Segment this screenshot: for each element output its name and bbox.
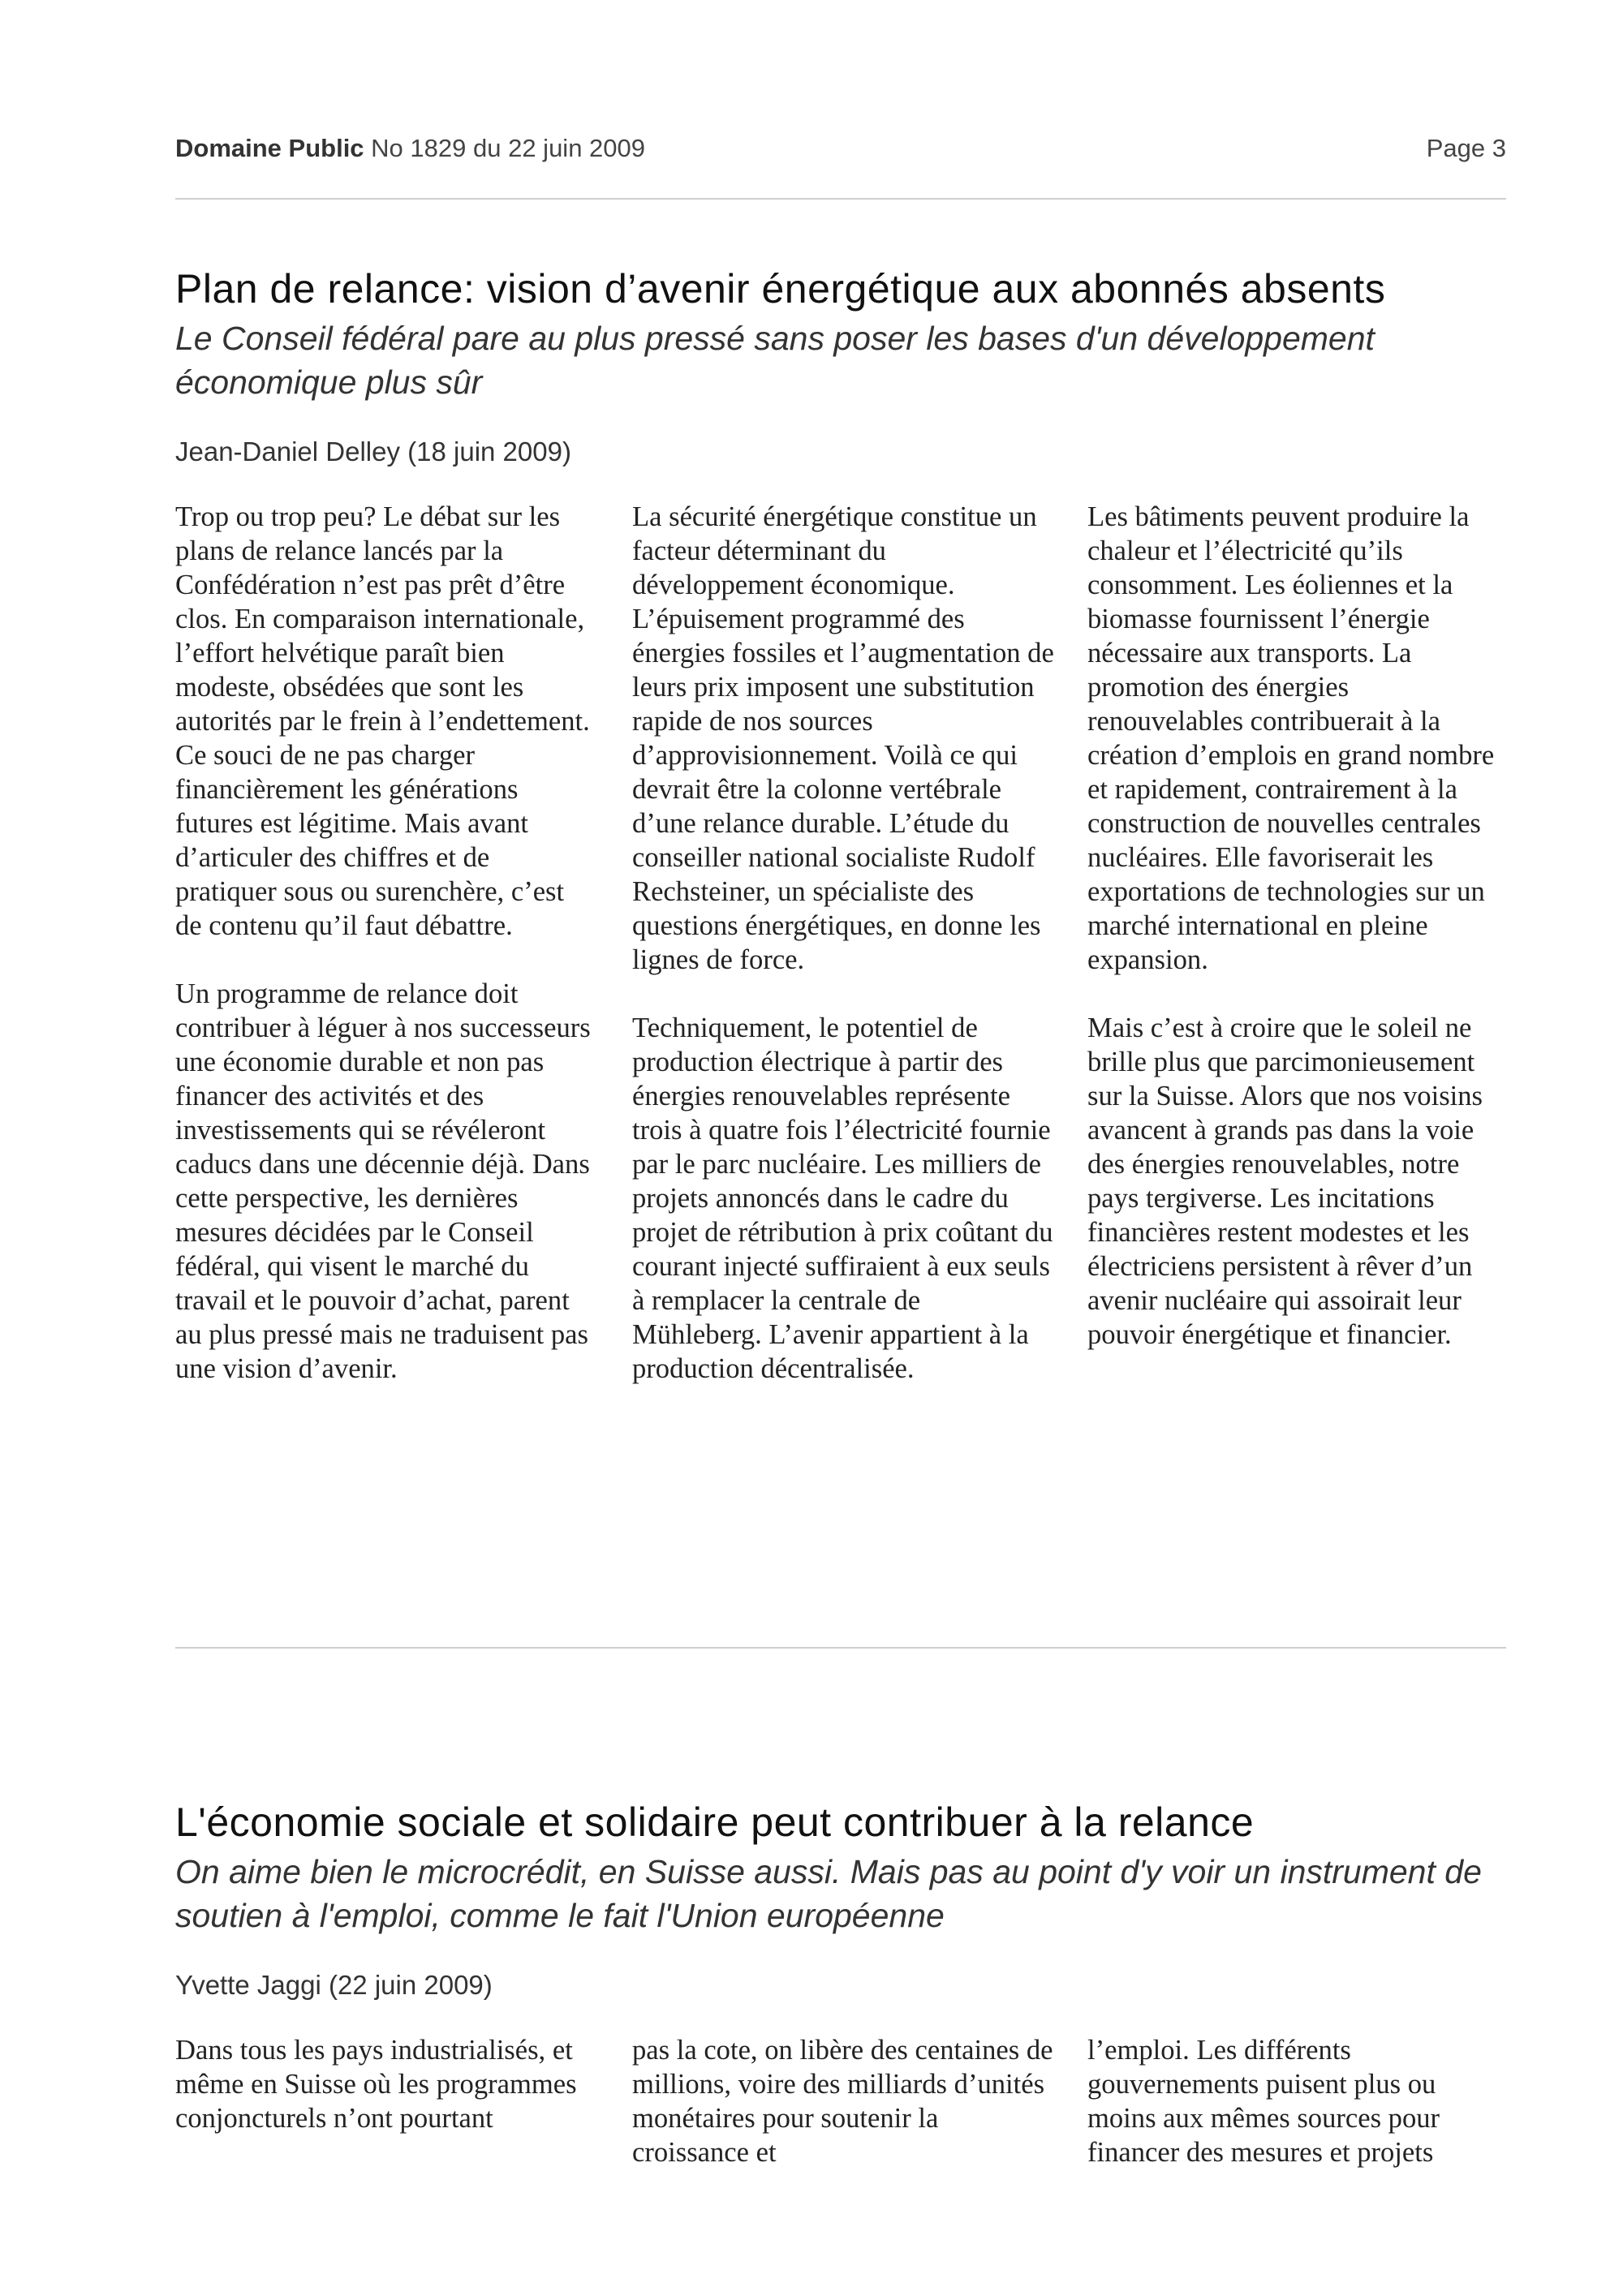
article-1 [175,264,1506,1384]
article-subtitle: On aime bien le microcrédit, en Suisse aussi. Mais pas au point d'y voir un instrument de soutien à l'emploi, comme le fait l'Union européenne [175,1853,1482,1934]
paragraph: l’emploi. Les différents gouvernements puisent plus ou moins aux mêmes sources pour financer des mesures et projets [1087,2035,1440,2168]
publication-name: Domaine Public [175,134,364,162]
page-number: Page 3 [1426,134,1506,162]
article-byline: Jean-Daniel Delley (18 juin 2009) [175,436,571,467]
article-byline: Yvette Jaggi (22 juin 2009) [175,1970,493,2000]
article-subtitle: Le Conseil fédéral pare au plus pressé sans poser les bases d'un développement économique plus sûr [175,320,1375,401]
article-2 [175,1798,1506,2168]
article-title: L'économie sociale et solidaire peut contribuer à la relance [175,1799,1255,1845]
paragraph: La sécurité énergétique constitue un facteur déterminant du développement économique. L’épuisement programmé des énergies fossiles et l’augmentation de leurs prix imposent une substitution rapide de nos sources d’approvisionnement. Voilà ce qui devrait être la colonne vertébrale d’une relance durable. L’étude du conseiller national socialiste Rudolf Rechsteiner, un spécialiste des questions énergétiques, en donne les lignes de force. [632,501,1054,975]
paragraph: Les bâtiments peuvent produire la chaleur et l’électricité qu’ils consomment. Les éoliennes et la biomasse fournissent l’énergie nécessaire aux transports. La promotion des énergies renouvelables contribuerait à la création d’emplois en grand nombre et rapidement, contrairement à la construction de nouvelles centrales nucléaires. Elle favoriserait les exportations de technologies sur un marché international en pleine expansion. [1087,501,1495,975]
running-header [175,134,1506,166]
paragraph: Un programme de relance doit contribuer à léguer à nos successeurs une économie durable et non pas financer des activités et des investissements qui se révéleront caducs dans une décennie déjà. Dans cette perspective, les dernières mesures décidées par le Conseil fédéral, qui visent le marché du travail et le pouvoir d’achat, parent au plus pressé mais ne traduisent pas une vision d’avenir. [175,978,591,1384]
text-column-3 [1087,500,1509,1386]
article-separator-rule [175,1647,1506,1649]
paragraph: Dans tous les pays industrialisés, et même en Suisse où les programmes conjoncturels n’ont pourtant [175,2035,577,2134]
header-rule [175,198,1506,200]
paragraph: Techniquement, le potentiel de production électrique à partir des énergies renouvelables représente trois à quatre fois l’électricité fournie par le parc nucléaire. Les milliers de projets annoncés dans le cadre du projet de rétribution à prix coûtant du courant injecté suffiraient à eux seuls à remplacer la centrale de Mühleberg. L’avenir appartient à la production décentralisée. [632,1013,1053,1384]
text-column-3 [1087,2033,1509,2204]
article-title: Plan de relance: vision d’avenir énergétique aux abonnés absents [175,266,1386,312]
text-column-2 [632,2033,1054,2204]
issue-info: No 1829 du 22 juin 2009 [371,134,646,162]
paragraph: Mais c’est à croire que le soleil ne brille plus que parcimonieusement sur la Suisse. Alors que nos voisins avancent à grands pas dans la voie des énergies renouvelables, notre pays tergiverse. Les incitations financières restent modestes et les électriciens persistent à rêver d’un avenir nucléaire qui assoirait leur pouvoir énergétique et financier. [1087,1013,1483,1350]
text-column-2 [632,500,1054,1420]
text-column-1 [175,2033,597,2169]
text-column-1 [175,500,597,1420]
paragraph: Trop ou trop peu? Le débat sur les plans de relance lancés par la Confédération n’est pas prêt d’être clos. En comparaison internationale, l’effort helvétique paraît bien modeste, obsédées que sont les autorités par le frein à l’endettement. Ce souci de ne pas charger financièrement les générations futures est légitime. Mais avant d’articuler des chiffres et de pratiquer sous ou surenchère, c’est de contenu qu’il faut débattre. [175,501,590,941]
paragraph: pas la cote, on libère des centaines de millions, voire des milliards d’unités monétaires pour soutenir la croissance et [632,2035,1053,2168]
